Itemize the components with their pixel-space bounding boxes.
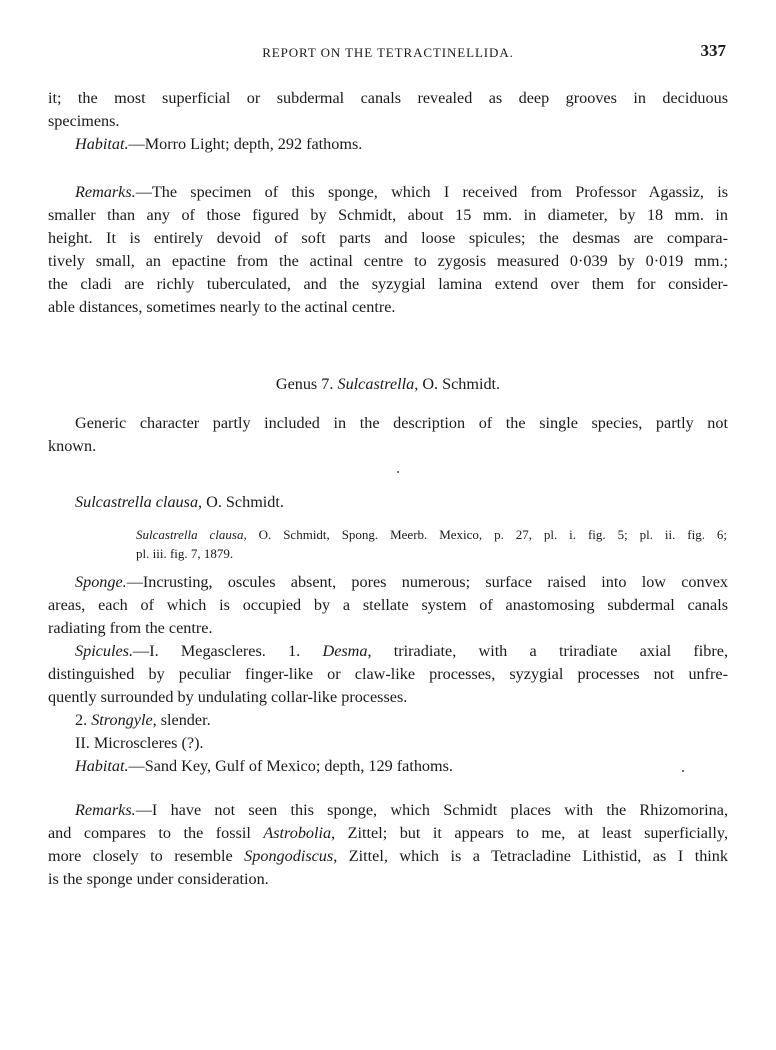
genus-prefix: Genus 7. — [275, 375, 338, 393]
habitat-text: —Morro Light; depth, 292 fathoms. — [128, 135, 363, 153]
text-line: quently surrounded by undulating collar-like processes. — [48, 688, 408, 706]
text-span: and compares to the fossil — [48, 824, 264, 842]
text-line: smaller than any of those figured by Schmidt, about 15 mm. in diameter, by 18 mm. in — [48, 206, 728, 224]
paragraph-remarks-2 — [48, 799, 728, 891]
text-span: more closely to resemble — [48, 847, 245, 865]
page-number: 337 — [700, 41, 726, 60]
species-title — [48, 491, 728, 514]
text-line: tively small, an epactine from the actinal centre to zygosis measured 0·039 by 0·019 mm.; — [48, 252, 728, 270]
text-line: areas, each of which is occupied by a stellate system of anastomosing subdermal canals — [48, 596, 728, 614]
sponge-text: —Incrusting, oscules absent, pores numerous; surface raised into low convex — [126, 573, 728, 591]
text-line: is the sponge under consideration. — [48, 870, 269, 888]
print-speck — [397, 471, 399, 473]
text-line — [48, 822, 728, 845]
text-line — [48, 845, 728, 868]
text-span: , Zittel, which is a Tetracladine Lithistid, as I think — [333, 847, 728, 865]
synonymy-citation — [136, 525, 727, 563]
citation-text: , O. Schmidt, Spong. Meerb. Mexico, p. 27, pl. i. fig. 5; pl. ii. fig. 6; — [243, 527, 727, 542]
text-span: , Zittel; but it appears to me, at least superficially, — [331, 824, 728, 842]
text-line: specimens. — [48, 112, 120, 130]
remarks-label: Remarks. — [75, 801, 136, 819]
desma-term: Desma — [322, 642, 368, 660]
paragraph-remarks-1 — [48, 181, 728, 319]
citation-line — [136, 525, 727, 544]
text-line — [48, 799, 728, 822]
text-line: II. Microscleres (?). — [75, 734, 204, 752]
text-line — [48, 640, 728, 663]
habitat-text: —Sand Key, Gulf of Mexico; depth, 129 fathoms. — [128, 757, 453, 775]
print-speck — [682, 770, 684, 772]
habitat-morro-light — [48, 133, 728, 156]
remarks-text: —I have not seen this sponge, which Schmidt places with the Rhizomorina, — [135, 801, 728, 819]
text-line: height. It is entirely devoid of soft parts and loose spicules; the desmas are compara- — [48, 229, 728, 247]
text-line — [48, 709, 728, 732]
genus-heading — [48, 373, 728, 396]
citation-name: Sulcastrella clausa — [136, 527, 244, 542]
page-header — [48, 41, 728, 67]
text-line: the cladi are richly tuberculated, and the syzygial lamina extend over them for consider- — [48, 275, 728, 293]
spongodiscus-term: Spongodiscus — [244, 847, 334, 865]
text-line — [48, 571, 728, 594]
strongyle-term: Strongyle — [91, 711, 153, 729]
spicules-label: Spicules. — [75, 642, 133, 660]
running-title: REPORT ON THE TETRACTINELLIDA. — [262, 45, 514, 60]
remarks-text: —The specimen of this sponge, which I received from Professor Agassiz, is — [135, 183, 728, 201]
text-line: it; the most superficial or subdermal canals revealed as deep grooves in deciduous — [48, 89, 728, 107]
item-suffix: , slender. — [152, 711, 211, 729]
genus-suffix: , O. Schmidt. — [414, 375, 501, 393]
sponge-label: Sponge. — [75, 573, 127, 591]
habitat-sand-key — [48, 755, 728, 778]
species-author: , O. Schmidt. — [198, 493, 284, 511]
text-line: radiating from the centre. — [48, 619, 213, 637]
generic-character — [48, 412, 728, 458]
spicules-text: —I. Megascleres. 1. — [133, 642, 323, 660]
item-prefix: 2. — [75, 711, 92, 729]
text-line: distinguished by peculiar finger-like or claw-like processes, syzygial processes not unfre- — [48, 665, 728, 683]
genus-name: Sulcastrella — [337, 375, 415, 393]
habitat-label: Habitat. — [75, 757, 129, 775]
text-line: Generic character partly included in the description of the single species, partly not — [75, 414, 728, 432]
text-line — [48, 181, 728, 204]
habitat-label: Habitat. — [75, 135, 129, 153]
text-line: able distances, sometimes nearly to the actinal centre. — [48, 298, 396, 316]
text-line: known. — [48, 437, 97, 455]
citation-line: pl. iii. fig. 7, 1879. — [136, 546, 234, 561]
paragraph-canals — [48, 87, 728, 156]
description-block — [48, 571, 728, 778]
spicules-text: , triradiate, with a triradiate axial fibre, — [367, 642, 728, 660]
astrobolia-term: Astrobolia — [263, 824, 332, 842]
species-heading — [48, 491, 728, 514]
remarks-label: Remarks. — [75, 183, 136, 201]
species-name: Sulcastrella clausa — [75, 493, 199, 511]
